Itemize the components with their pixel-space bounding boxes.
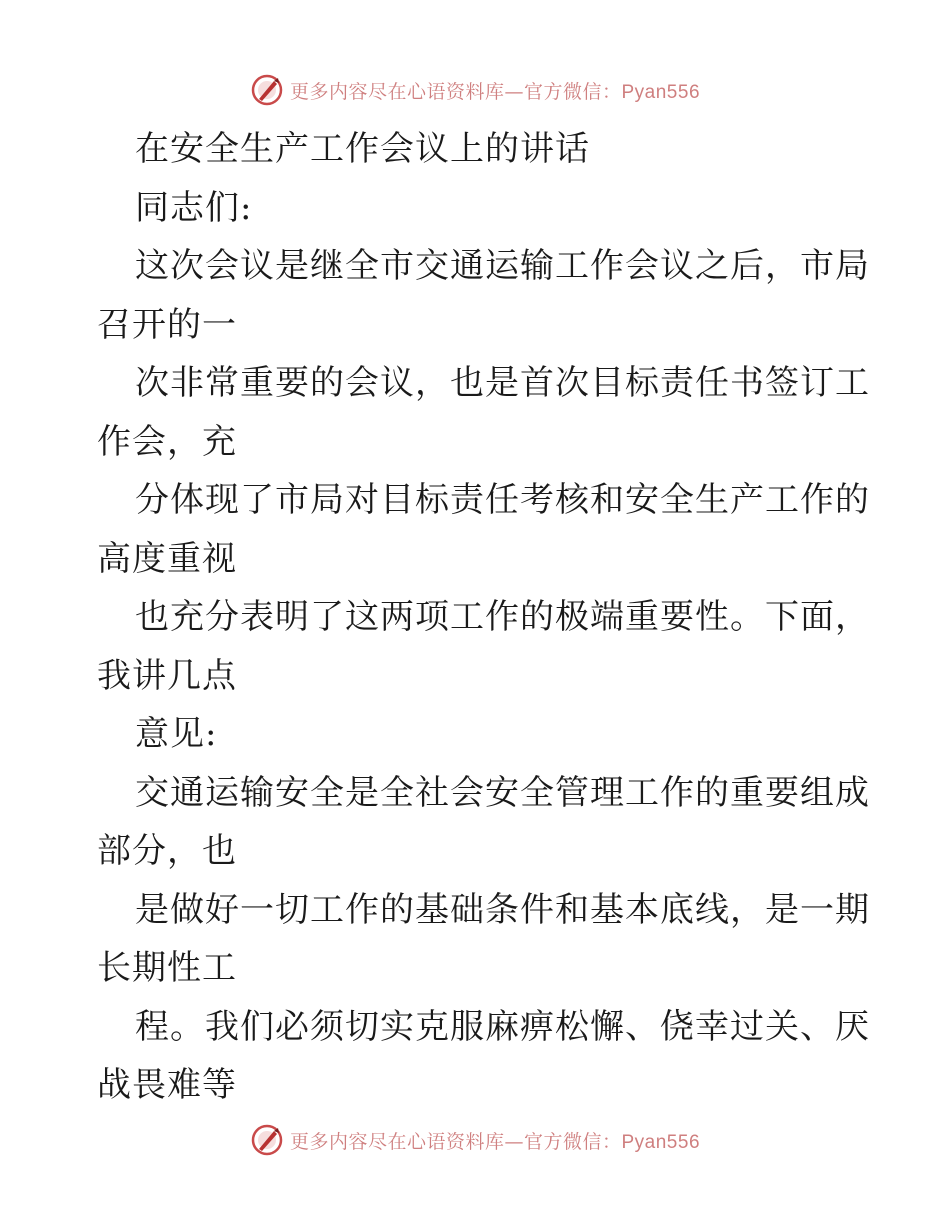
text-line: 意见: bbox=[135, 714, 218, 754]
text-line: 也充分表明了这两项工作的极端重要性。下面， bbox=[135, 597, 870, 637]
text-line: 长期性工 bbox=[97, 948, 237, 988]
text-line: 是做好一切工作的基础条件和基本底线，是一期 bbox=[135, 889, 870, 930]
text-line: 战畏难等 bbox=[97, 1065, 237, 1105]
document-title: 在安全生产工作会议上的讲话 bbox=[135, 129, 590, 169]
document-body bbox=[97, 120, 870, 1115]
footer-watermark bbox=[0, 1120, 950, 1160]
text-line: 次非常重要的会议，也是首次目标责任书签订工 bbox=[135, 363, 870, 403]
text-line: 召开的一 bbox=[97, 304, 237, 345]
text-line: 我讲几点 bbox=[97, 655, 237, 696]
text-line: 部分，也 bbox=[97, 831, 237, 871]
text-line: 分体现了市局对目标责任考核和安全生产工作的 bbox=[135, 480, 870, 520]
quill-pen-logo-icon bbox=[250, 73, 284, 107]
header-watermark bbox=[0, 70, 950, 110]
text-line: 作会，充 bbox=[97, 421, 237, 462]
text-line: 程。我们必须切实克服麻痹松懈、侥幸过关、厌 bbox=[135, 1006, 870, 1047]
quill-pen-logo-icon bbox=[250, 1123, 284, 1157]
text-line: 同志们: bbox=[135, 187, 253, 228]
text-line: 交通运输安全是全社会安全管理工作的重要组成 bbox=[135, 772, 870, 813]
watermark-text: 更多内容尽在心语资料库—官方微信：Pyan556 bbox=[289, 1130, 701, 1153]
watermark-text: 更多内容尽在心语资料库—官方微信：Pyan556 bbox=[289, 80, 701, 103]
text-line: 高度重视 bbox=[97, 538, 237, 579]
text-line: 这次会议是继全市交通运输工作会议之后，市局 bbox=[135, 246, 870, 286]
